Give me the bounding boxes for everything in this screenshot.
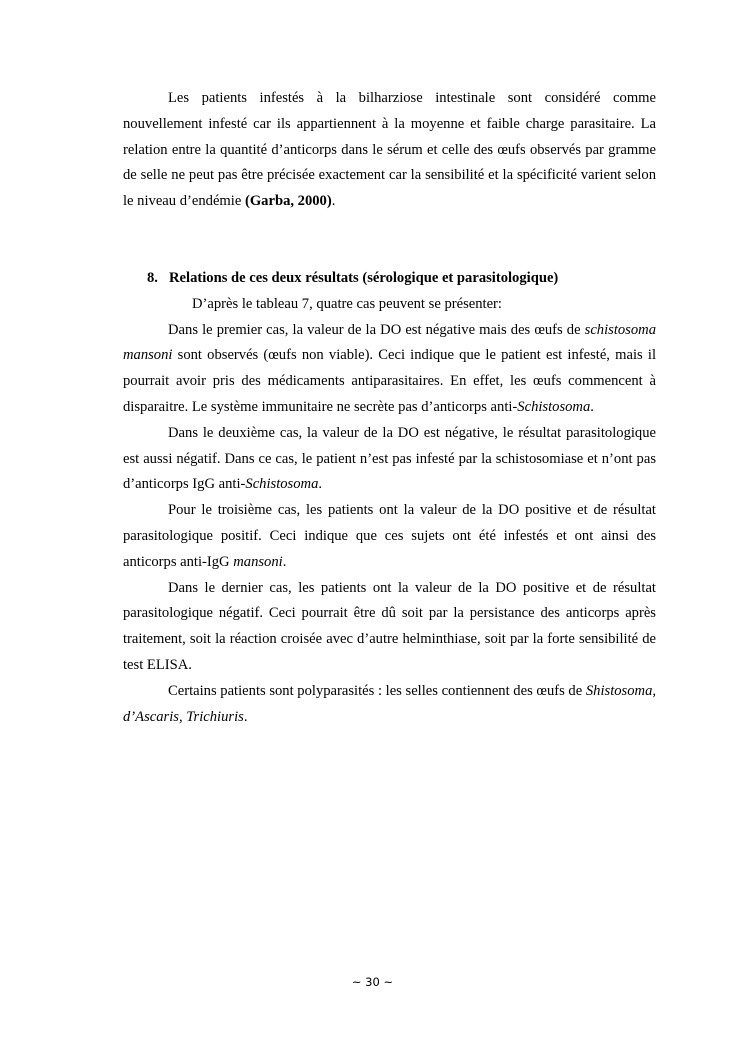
paragraph-bilharziose [123, 86, 656, 215]
case-4-text: Dans le dernier cas, les patients ont la valeur de la DO positive et de résultat parasitologique négatif. Ceci pourrait être dû soit par la persistance des anticorps après traitement, soit la réaction croisée avec d’autre helminthiase, soit par la forte sensibilité de test ELISA. [123, 579, 656, 673]
case-2-genus: Schistosoma [245, 476, 319, 493]
citation: (Garba, 2000) [244, 193, 332, 210]
section-intro: D’après le tableau 7, quatre cas peuvent se présenter: [192, 295, 502, 312]
case-2-text: Dans le deuxième cas, la valeur de la DO est négative, le résultat parasitologique est aussi négatif. Dans ce cas, le patient n’est pas infesté par la schistosomiase et n’ont pas d’anticorps IgG anti- [123, 424, 656, 493]
polyparasites-species: Shistosoma, d’Ascaris, Trichiuris [123, 682, 657, 725]
case-1-genus: Schistosoma [517, 398, 591, 415]
case-3-text-end: . [282, 553, 287, 570]
section-heading [123, 266, 656, 292]
paragraph-text-end: . [331, 193, 336, 210]
paragraph-polyparasites [123, 679, 656, 731]
paragraph-text: Les patients infestés à la bilharziose intestinale sont considéré comme nouvellement infesté car ils appartiennent à la moyenne et faible charge parasitaire. La relation entre la quantité d’anticorps dans le sérum et celle des œufs observés par gramme de selle ne peut pas être précisée exactement car la sensibilité et la spécificité varient selon le niveau d’endémie [123, 90, 656, 210]
paragraph-case-3 [123, 498, 656, 575]
polyparasites-text: Certains patients sont polyparasités : les selles contiennent des œufs de [168, 682, 586, 699]
case-2-text-end: . [318, 476, 323, 493]
case-1-text-2: sont observés (œufs non viable). Ceci indique que le patient est infesté, mais il pourrait avoir pris des médicaments antiparasitaires. En effet, les œufs commencent à disparaitre. Le système immunitaire ne secrète pas d’anticorps anti- [123, 347, 656, 415]
case-1-species: schistosoma mansoni [123, 321, 656, 364]
case-3-species: mansoni [233, 553, 283, 570]
paragraph-case-1 [123, 318, 656, 421]
page-content [123, 86, 656, 730]
section-number: 8. [147, 269, 158, 286]
section-title: Relations de ces deux résultats (sérologique et parasitologique) [169, 269, 559, 286]
case-1-text-end: . [590, 398, 594, 415]
case-1-text: Dans le premier cas, la valeur de la DO est négative mais des œufs de [168, 321, 585, 338]
paragraph-case-4 [123, 576, 656, 679]
page-number: ~ 30 ~ [351, 975, 394, 989]
case-3-text: Pour le troisième cas, les patients ont la valeur de la DO positive et de résultat parasitologique positif. Ceci indique que ces sujets ont été infestés et ont ainsi des anticorps anti-IgG [123, 502, 656, 570]
polyparasites-text-end: . [243, 708, 248, 725]
paragraph-case-2 [123, 421, 656, 498]
